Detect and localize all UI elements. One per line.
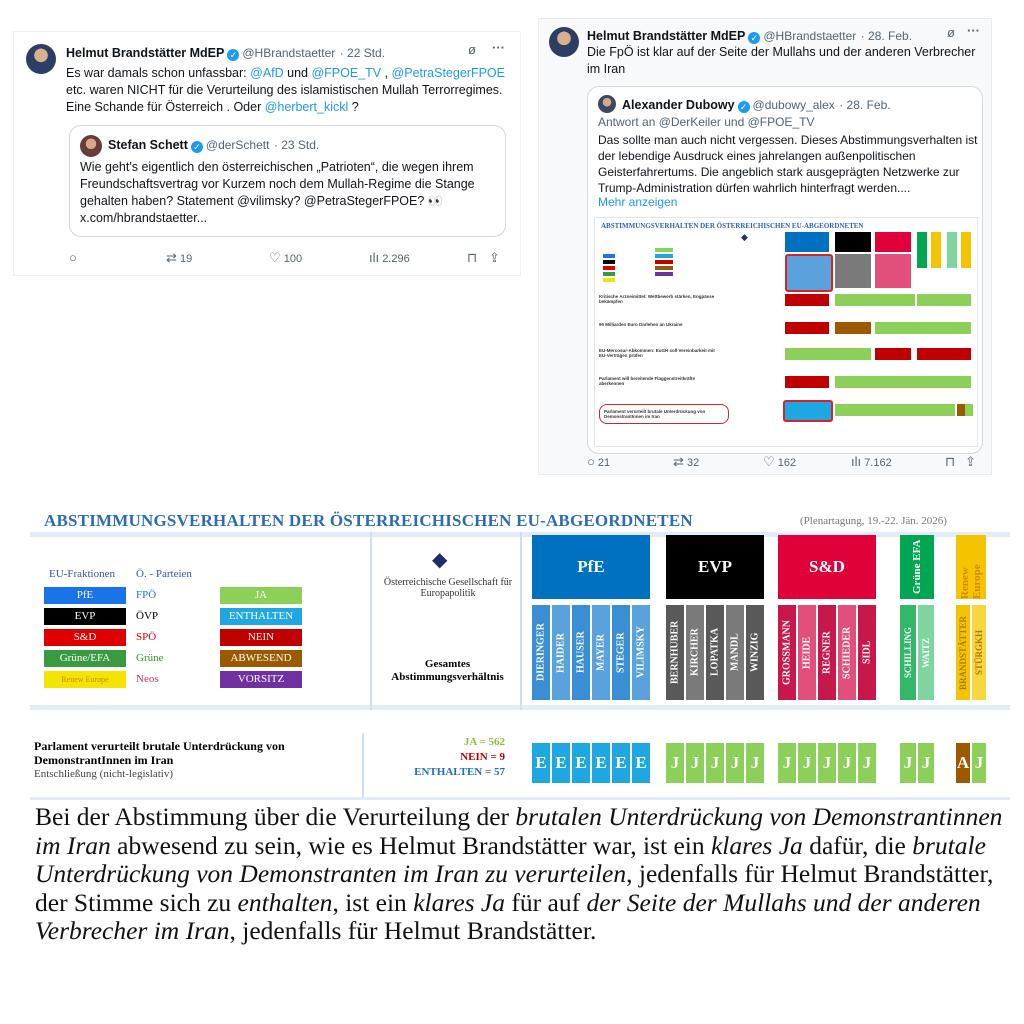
vote-box: J xyxy=(918,743,934,783)
vote-box: E xyxy=(632,743,650,783)
verified-icon: ✓ xyxy=(191,141,203,153)
vote-box: J xyxy=(666,743,684,783)
mini-row-label: 90 Milliarden Euro Darlehen an Ukraine xyxy=(599,322,683,327)
bookmark-icon[interactable]: ⊓ xyxy=(945,454,956,469)
author-name[interactable]: Stefan Schett xyxy=(108,138,188,152)
tweet-text: Die FpÖ ist klar auf der Seite der Mullahs und der anderen Verbrecher im Iran xyxy=(587,45,976,76)
vote-box: J xyxy=(972,743,986,783)
retweet-count: 19 xyxy=(179,253,193,265)
group-header: Grüne EFA xyxy=(900,535,934,599)
member-column: REGNER xyxy=(818,605,836,700)
member-column: BERNHUBER xyxy=(666,605,684,700)
mention-link[interactable]: @PetraStegerFPOE xyxy=(391,66,505,80)
like-count: 162 xyxy=(777,457,797,469)
member-column: DIERINGER xyxy=(532,605,550,700)
quoted-text: Das sollte man auch nicht vergessen. Dieses Abstimmungsverhalten ist der lebendige Ausdruck eines jahrelangen außenpolitischen Geisterfahrertums. Die angeblich stark ausgeprägten Netzwerke zur Trump-Administration dürfen wahrlich hinterfragt werden.... xyxy=(598,133,978,195)
timestamp[interactable]: · 22 Std. xyxy=(339,46,386,60)
mini-row-label: Parlament will bereitende Flaggenstreitkräfte aberkennen xyxy=(599,376,696,386)
commentary-paragraph: Bei der Abstimmung über die Verurteilung der brutalen Unterdrückung von Demonstrantinnen im Iran abwesend zu sein, wie es Helmut Brandstätter war, ist ein klares Ja dafür, die brutale Unterdrückung von Demonstranten im Iran zu verurteilen, jedenfalls für Helmut Brandstätter, der Stimme sich zu enthalten, ist ein klares Ja für auf der Seite der Mullahs und der anderen Verbrecher im Iran, jedenfalls für Helmut Brandstätter. xyxy=(35,802,1003,945)
vote-box: J xyxy=(858,743,876,783)
vote-box: J xyxy=(746,743,764,783)
partei-label: Neos xyxy=(136,673,159,685)
fraktion-tag: Renew Europe xyxy=(44,671,126,688)
vote-title: Parlament verurteilt brutale Unterdrückung von DemonstrantInnen im Iran xyxy=(34,739,285,767)
vote-box: J xyxy=(818,743,836,783)
vote-table xyxy=(30,505,1016,802)
views-icon[interactable]: ılı xyxy=(369,250,380,265)
member-column: HAUSER xyxy=(572,605,590,700)
mention-link[interactable]: @AfD xyxy=(250,66,284,80)
member-column: STEGER xyxy=(612,605,630,700)
embedded-vote-table[interactable] xyxy=(594,217,978,447)
group-header: EVP xyxy=(666,535,764,599)
member-column: SCHILLING xyxy=(900,605,916,700)
vote-box: J xyxy=(798,743,816,783)
ja-total: JA = 562 xyxy=(463,736,505,748)
fraktion-tag: EVP xyxy=(44,608,126,625)
vote-box: J xyxy=(900,743,916,783)
mini-row-label: Parlament verurteilt brutale Unterdrückung von DemonstrantInnen im Iran xyxy=(599,404,729,424)
timestamp[interactable]: · 23 Std. xyxy=(273,138,320,152)
vote-box: J xyxy=(706,743,724,783)
verified-icon: ✓ xyxy=(227,49,239,61)
table-title: ABSTIMMUNGSVERHALTEN DER ÖSTERREICHISCHEN EU-ABGEORDNETEN xyxy=(44,511,693,530)
gesamt-label: Gesamtes Abstimmungsverhältnis xyxy=(391,658,504,683)
author-name[interactable]: Helmut Brandstätter MdEP xyxy=(587,29,746,43)
fraktion-tag: S&D xyxy=(44,629,126,646)
like-icon[interactable]: ♡ xyxy=(269,250,281,265)
partei-label: Grüne xyxy=(136,652,164,664)
org-logo-icon: ◆ xyxy=(432,549,448,571)
quoted-tweet[interactable] xyxy=(69,125,506,237)
col-fraktionen: EU-Fraktionen xyxy=(49,568,115,580)
mini-title: ABSTIMMUNGSVERHALTEN DER ÖSTERREICHISCHEN EU-ABGEORDNETEN xyxy=(601,222,864,230)
member-column: SIDL xyxy=(858,605,876,700)
avatar[interactable] xyxy=(80,135,102,157)
view-count: 2.296 xyxy=(382,253,410,265)
group-header: Renew Europe xyxy=(956,535,986,599)
col-parteien: Ö. - Parteien xyxy=(136,568,192,580)
member-column: MANDL xyxy=(726,605,744,700)
member-column: KIRCHER xyxy=(686,605,704,700)
show-more-link[interactable]: Mehr anzeigen xyxy=(598,195,678,209)
member-column: HAIDER xyxy=(552,605,570,700)
author-name[interactable]: Alexander Dubowy xyxy=(622,98,735,112)
verified-icon: ✓ xyxy=(748,32,760,44)
like-count: 100 xyxy=(283,253,303,265)
vote-box: E xyxy=(592,743,610,783)
session-label: (Plenartagung, 19.-22. Jän. 2026) xyxy=(800,515,947,527)
views-icon[interactable]: ılı xyxy=(851,454,862,469)
vote-box: A xyxy=(956,743,970,783)
vote-box: E xyxy=(532,743,550,783)
member-column: SCHIEDER xyxy=(838,605,856,700)
vote-box: J xyxy=(726,743,744,783)
reply-to[interactable]: Antwort an @DerKeiler und @FPOE_TV xyxy=(598,115,815,129)
legend-tag: JA xyxy=(220,587,302,604)
like-icon[interactable]: ♡ xyxy=(763,454,775,469)
reply-count: 21 xyxy=(597,457,611,469)
member-column: LOPATKA xyxy=(706,605,724,700)
legend-tag: ENTHALTEN xyxy=(220,608,302,625)
tweet-text: Es war damals schon unfassbar: @AfD und @FPOE_TV , @PetraStegerFPOE etc. waren NICHT für die Verurteilung des islamistischen Mullah Terrorregimes. Eine Schande für Österreich . Oder @herbert_kickl ? xyxy=(66,66,505,114)
vote-box: J xyxy=(838,743,856,783)
bookmark-icon[interactable]: ⊓ xyxy=(467,250,478,265)
grok-icon[interactable]: ø xyxy=(468,42,476,57)
mini-row-label: EU-Mercosur-Abkommen: EuGH soll Vereinbarkeit mit EU-Verträgen prüfen xyxy=(599,348,715,358)
timestamp[interactable]: · 28. Feb. xyxy=(839,98,891,112)
org-logo-icon: ◆ xyxy=(741,232,748,242)
member-column: WINZIG xyxy=(746,605,764,700)
partei-label: ÖVP xyxy=(136,610,159,622)
retweet-count: 32 xyxy=(686,457,700,469)
partei-label: SPÖ xyxy=(136,631,157,643)
member-column: HEIDE xyxy=(798,605,816,700)
reply-icon[interactable]: ○ xyxy=(69,250,77,265)
legend-tag: ABWESEND xyxy=(220,650,302,667)
quoted-tweet[interactable] xyxy=(587,86,983,454)
more-icon[interactable]: ··· xyxy=(492,40,505,55)
share-icon[interactable]: ⇪ xyxy=(489,250,500,265)
group-header: PfE xyxy=(532,535,650,599)
author-name[interactable]: Helmut Brandstätter MdEP xyxy=(66,46,225,60)
verified-icon: ✓ xyxy=(738,101,750,113)
more-icon[interactable]: ··· xyxy=(967,23,980,38)
tweet-card-2[interactable] xyxy=(538,18,992,475)
reply-icon[interactable]: ○ xyxy=(587,454,595,469)
author-handle[interactable]: @dubowy_alex xyxy=(752,98,835,112)
member-column: VILIMSKY xyxy=(632,605,650,700)
quoted-text: Wie geht's eigentlich den österreichischen „Patrioten“, die wegen ihrem Freundschaftsvertrag vor Kurzem noch dem Mullah-Regime die Stange gehalten haben? Statement @vilimsky? @PetraStegerFPOE? 👀 x.com/hbrandstaetter... xyxy=(80,160,475,225)
vote-box: E xyxy=(572,743,590,783)
member-column: BRANDSTÄTTER xyxy=(956,605,970,700)
vote-box: J xyxy=(686,743,704,783)
author-handle[interactable]: @HBrandstaetter xyxy=(763,29,857,43)
mini-row-label: Kritische Arzneimittel: Wettbewerb stärken, Engpässe bekämpfen xyxy=(599,294,715,304)
legend-tag: NEIN xyxy=(220,629,302,646)
view-count: 7.162 xyxy=(864,457,892,469)
timestamp[interactable]: · 28. Feb. xyxy=(860,29,913,43)
avatar[interactable] xyxy=(26,44,56,74)
member-column: GROSSMANN xyxy=(778,605,796,700)
member-column: WAITZ xyxy=(918,605,934,700)
author-handle[interactable]: @HBrandstaetter xyxy=(242,46,336,60)
avatar[interactable] xyxy=(549,27,579,57)
vote-box: J xyxy=(778,743,796,783)
member-column: MAYER xyxy=(592,605,610,700)
share-icon[interactable]: ⇪ xyxy=(965,454,976,469)
enthalten-total: ENTHALTEN = 57 xyxy=(414,766,505,778)
org-name: Österreichische Gesellschaft für Europapolitik xyxy=(383,577,513,599)
legend-tag: VORSITZ xyxy=(220,671,302,688)
mention-link[interactable]: @FPOE_TV xyxy=(311,66,382,80)
nein-total: NEIN = 9 xyxy=(460,751,505,763)
group-header: S&D xyxy=(778,535,876,599)
member-column: STÜRGKH xyxy=(972,605,986,700)
avatar[interactable] xyxy=(598,95,616,113)
fraktion-tag: PfE xyxy=(44,587,126,604)
tweet-card-1[interactable] xyxy=(13,31,521,276)
vote-box: E xyxy=(552,743,570,783)
vote-box: E xyxy=(612,743,630,783)
mention-link[interactable]: @herbert_kickl xyxy=(264,100,349,114)
retweet-icon[interactable]: ⇄ xyxy=(166,250,177,265)
retweet-icon[interactable]: ⇄ xyxy=(673,454,684,469)
fraktion-tag: Grüne/EFA xyxy=(44,650,126,667)
partei-label: FPÖ xyxy=(136,589,157,601)
grok-icon[interactable]: ø xyxy=(947,25,955,40)
vote-type: Entschließung (nicht-legislativ) xyxy=(34,768,173,780)
author-handle[interactable]: @derSchett xyxy=(205,138,270,152)
